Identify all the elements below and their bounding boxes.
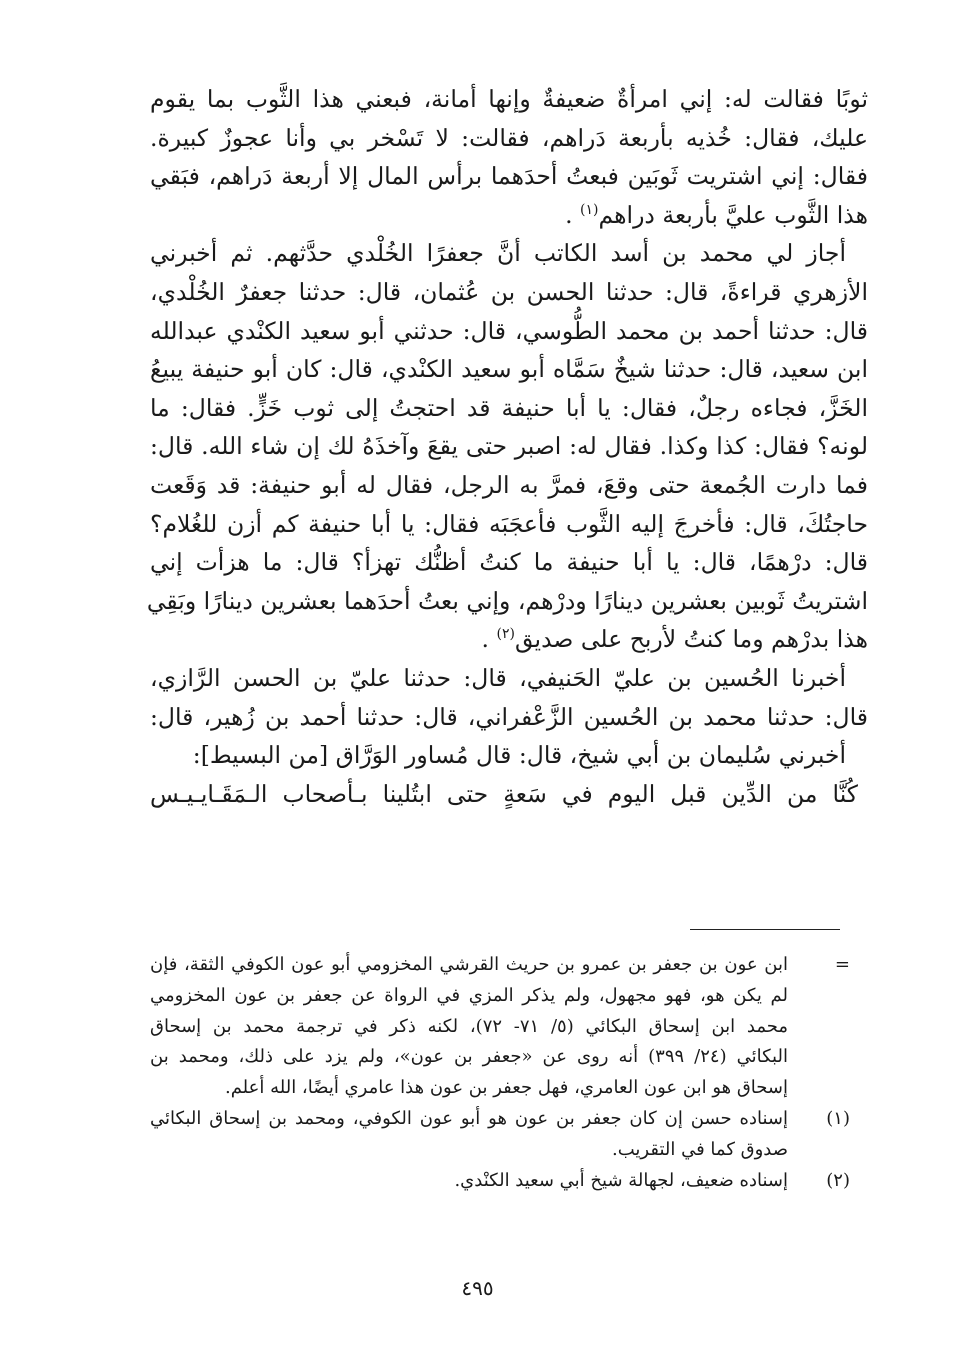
footnote-line: لم يكن هو، فهو مجهول، ولم يذكر المزي في الرواة عن جعفر بن عون المخزومي	[150, 984, 788, 1006]
footnote-marker: (١)	[826, 1107, 850, 1129]
footnote-separator	[690, 929, 840, 930]
verse-second-hemistich: حتى ابتُلينا بـأصحاب الـمَقَـايـيـس	[150, 779, 489, 808]
footnote-ref[interactable]: (١)	[580, 201, 599, 218]
text-line: ابن سعيد، قال: حدثنا شيخٌ سَمَّاه أبو سعيد الكنْدي، قال: كان أبو حنيفة يبيعُ	[150, 355, 868, 384]
footnote-line: ابن عون بن جعفر بن عمرو بن حريث القرشي المخزومي أبو عون الكوفي الثقة، فإن	[150, 954, 788, 975]
verse-first-hemistich: كُنَّا من الدِّين قبل اليوم في سَعةٍ	[503, 779, 858, 808]
text-line: اشتريتُ ثَوبين بعشرين دينارًا ودرْهم، وإني بعتُ أحدَهما بعشرين دينارًا وبَقِي	[146, 586, 868, 615]
text-line: فقال: إني اشتريت ثَوبَين فبعتُ أحدَهما برأس المال إلا أربعة دَراهم، فبَقي	[150, 162, 868, 191]
verse-line	[150, 775, 868, 814]
footnote-line: صدوق كما في التقريب.	[612, 1138, 788, 1160]
text-line-content: هذا الثَّوب عليَّ بأربعة دراهم	[598, 200, 868, 229]
text-line: عليك، فقال: خُذيه بأربعة دَراهم، فقالت: لا تَسْخر بي وأنا عجوزٌ كبيرة.	[150, 123, 868, 152]
footnote-line: البكائي (٢٤/ ٣٩٩) أنه روى عن «جعفر بن عون»، ولم يزد على ذلك، ومحمد بن	[150, 1046, 788, 1068]
text-line: أخبرني سُليمان بن أبي شيخ، قال: قال مُساور الوَرَّاق [من البسيط]:	[192, 741, 846, 770]
text-line: فما دارت الجُمعة حتى وقعَ، فمرَّ به الرجل، فقال له أبو حنيفة: قد وَقَعت	[150, 470, 868, 499]
text-line	[150, 620, 868, 659]
text-line-content: هذا بدرْهم وما كنتُ لأربح على صديق	[514, 625, 868, 654]
footnote-line: محمد ابن إسحاق البكائي (٥/ ٧١- ٧٢)، لكنه ذكر في ترجمة محمد بن إسحاق	[150, 1015, 789, 1037]
page-number: ٤٩٥	[461, 1276, 494, 1300]
text-line: قال: حدثنا أحمد بن محمد الطُّوسي، قال: حدثني أبو سعيد الكنْدي عبدالله	[150, 316, 868, 345]
footnote-line: إسحاق هو ابن عون العامري، فهل جعفر بن عون هذا عامري أيضًا، الله أعلم.	[224, 1077, 788, 1099]
text-line	[150, 196, 868, 235]
period: .	[565, 200, 573, 229]
period: .	[481, 625, 489, 654]
footnote-marker: (٢)	[826, 1169, 850, 1191]
footnote-line: إسناده ضعيف، لجهالة شيخ أبي سعيد الكنْدي.	[454, 1169, 788, 1191]
text-line: قال: حدثنا محمد بن الحُسين الزَّعْفراني، قال: حدثنا أحمد بن زُهير، قال:	[150, 702, 868, 731]
text-line: الخَزَّ، فجاءه رجلٌ، فقال: يا أبا حنيفة قد احتجتُ إلى ثوب خَزٍّ. فقال: ما	[150, 393, 868, 422]
footnote-1	[150, 1104, 850, 1166]
footnote-line: إسناده حسن إن كان جعفر بن عون هو أبو عون الكوفي، ومحمد بن إسحاق البكائي	[150, 1107, 788, 1129]
text-line: لونه؟ فقال: كذا وكذا. فقال له: اصبر حتى يقعَ وآخذَهُ لك إن شاء الله. قال:	[150, 432, 868, 461]
footnote-2	[150, 1166, 850, 1197]
main-text	[146, 80, 868, 813]
text-line: قال: درْهمًا، قال: يا أبا حنيفة ما كنتُ أظنُّك تهزأ؟ قال: ما هزأت إني	[150, 548, 868, 577]
text-line: حاجتُكَ، قال: فأخرجَ إليه الثَّوب فأعجَبَه فقال: يا أبا حنيفة كم أزن للغُلام؟	[150, 509, 868, 538]
footnote-marker: =	[834, 954, 850, 975]
footnotes	[150, 950, 850, 1196]
footnote-ref[interactable]: (٢)	[496, 626, 515, 643]
text-line: ثوبًا فقالت له: إني امرأةٌ ضعيفةٌ وإنها أمانة، فبعني هذا الثَّوب بما يقوم	[150, 85, 868, 113]
text-line: الأزهري قراءةً، قال: حدثنا الحسن بن عُثمان، قال: حدثنا جعفرٌ الخُلْدي،	[150, 277, 868, 306]
footnote-continued	[150, 950, 850, 1104]
text-line: أجاز لي محمد بن أسد الكاتب أنَّ جعفرًا الخُلْدي حدَّثهم. ثم أخبرني	[150, 239, 846, 268]
text-line: أخبرنا الحُسين بن عليّ الحَنيفي، قال: حدثنا عليّ بن الحسن الرَّازي،	[150, 663, 846, 692]
